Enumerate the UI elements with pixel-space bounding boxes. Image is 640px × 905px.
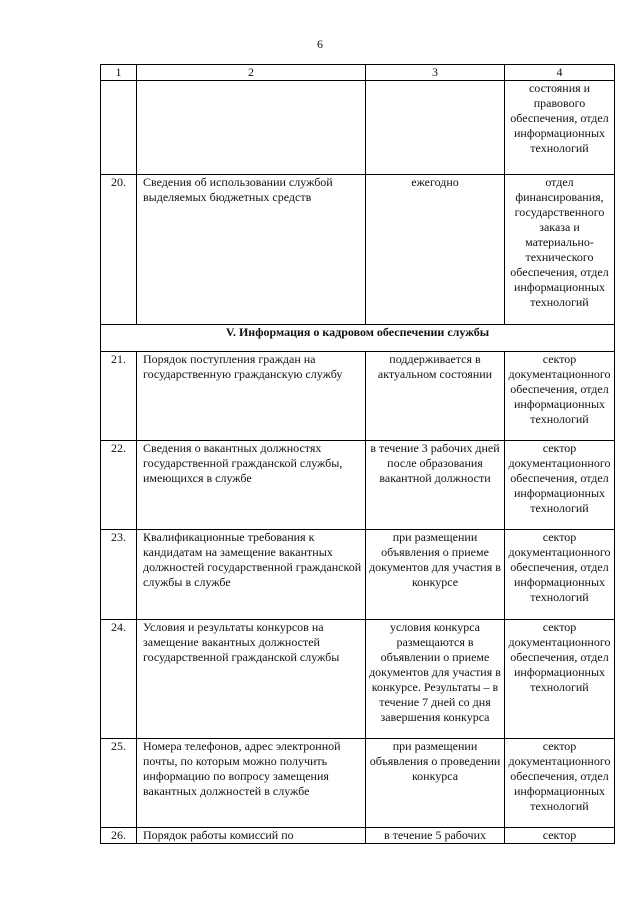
info-cell [137, 81, 366, 175]
responsible-unit: сектор [505, 828, 615, 844]
column-number-2: 2 [137, 65, 366, 81]
table-row-continuation [101, 81, 615, 175]
column-number-1: 1 [101, 65, 137, 81]
table-row [101, 352, 615, 441]
info-type: Сведения об использовании службой выделяемых бюджетных средств [137, 175, 366, 325]
info-type: Порядок поступления граждан на государственную гражданскую службу [137, 352, 366, 441]
responsible-unit: сектор документационного обеспечения, отдел информационных технологий [505, 739, 615, 828]
row-number: 23. [101, 530, 137, 620]
publication-term: в течение 3 рабочих дней после образования вакантной должности [366, 441, 505, 530]
table-row [101, 828, 615, 844]
publication-term: условия конкурса размещаются в объявлении о приеме документов для участия в конкурсе. Результаты – в течение 7 дней со дня завершения конкурса [366, 620, 505, 739]
responsible-unit: сектор документационного обеспечения, отдел информационных технологий [505, 620, 615, 739]
info-type: Порядок работы комиссий по [137, 828, 366, 844]
publication-term: в течение 5 рабочих [366, 828, 505, 844]
table-row [101, 175, 615, 325]
responsible-unit: отдел финансирования, государственного заказа и материально-технического обеспечения, отдел информационных технологий [505, 175, 615, 325]
term-cell [366, 81, 505, 175]
responsible-unit: сектор документационного обеспечения, отдел информационных технологий [505, 352, 615, 441]
row-number: 25. [101, 739, 137, 828]
info-type: Сведения о вакантных должностях государственной гражданской службы, имеющихся в службе [137, 441, 366, 530]
section-heading: V. Информация о кадровом обеспечении службы [101, 325, 615, 352]
responsible-cell: состояния и правового обеспечения, отдел информационных технологий [505, 81, 615, 175]
table-row [101, 441, 615, 530]
publication-term: ежегодно [366, 175, 505, 325]
responsible-unit: сектор документационного обеспечения, отдел информационных технологий [505, 530, 615, 620]
row-number-cell [101, 81, 137, 175]
responsible-unit: сектор документационного обеспечения, отдел информационных технологий [505, 441, 615, 530]
section-heading-row [101, 325, 615, 352]
info-type: Номера телефонов, адрес электронной почты, по которым можно получить информацию по вопросу замещения вакантных должностей в службе [137, 739, 366, 828]
publication-term: поддерживается в актуальном состоянии [366, 352, 505, 441]
table-row [101, 530, 615, 620]
row-number: 21. [101, 352, 137, 441]
information-table [100, 64, 615, 844]
row-number: 22. [101, 441, 137, 530]
column-number-4: 4 [505, 65, 615, 81]
row-number: 20. [101, 175, 137, 325]
table-row [101, 620, 615, 739]
info-type: Условия и результаты конкурсов на замещение вакантных должностей государственной гражданской службы [137, 620, 366, 739]
column-number-row [101, 65, 615, 81]
page-number: 6 [317, 37, 323, 51]
publication-term: при размещении объявления о приеме документов для участия в конкурсе [366, 530, 505, 620]
publication-term: при размещении объявления о проведении конкурса [366, 739, 505, 828]
column-number-3: 3 [366, 65, 505, 81]
row-number: 26. [101, 828, 137, 844]
info-type: Квалификационные требования к кандидатам на замещение вакантных должностей государственной гражданской службы в службе [137, 530, 366, 620]
table-row [101, 739, 615, 828]
row-number: 24. [101, 620, 137, 739]
